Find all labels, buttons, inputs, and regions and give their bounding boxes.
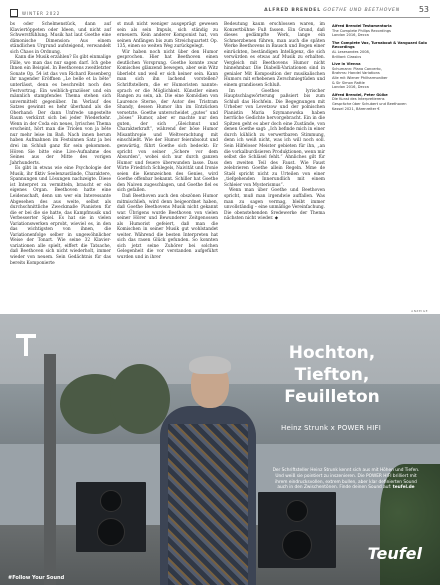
speaker-cone (97, 518, 125, 546)
discography-sidebar (332, 24, 430, 114)
discography-entry (332, 41, 430, 59)
header-divider (10, 17, 430, 18)
discography-entry (332, 93, 430, 111)
entry-title: Alfred Brendel, Peter Gülke (332, 92, 388, 97)
ad-label: ANZEIGE (411, 309, 428, 313)
paragraph: Im Goethes lyrischer Hauptschlagwörterung paßsiert bis zum Schluß das Hochfein. Die Begegnungen mit Urheber von Levetzow und der polnischen Pianistin Maria Szymanowska haben herrliche Gedichte hervorgebracht. Ein in die Spitzen geht es aber doch eine Zustände, von denen Goethe sagt: „Ich befinde mich in einer durch kühlich zu verwertbaren Stimmung, denn ich weiß nicht, was ich will noch soll. Sein Hilfeloser Meister gebieten für ihn, „an die vorkalburdisieren Produktionen, wenn mir selbst die Schläsel fehlt.“ Ähnliches gilt für den zweiten Teil des Faust. Wie Faust zelebrieren Goethe allein Regeln. Mme de Staël spricht nicht zu Urteilen von einer „tiefgehenden Innerundlich mit einem Schleier von Mysterismus“. (224, 88, 325, 188)
paragraph: st muß nicht weniger ausgeprägt gewesen sein als sein Impuls, sich ständig zu erneuern. Kein anderer Komponist hat, von seinen Anfängen bis zum Streichquartett Op. 135, einen so weiten Weg zurückgelegt. (117, 22, 218, 50)
ad-body-copy: Der Schriftsteller Heinz Strunk kennt sich aus mit Höhen und Tiefen. Und weiß sie pointiert zu inszenieren. Die POWER HIFI brilliert mit ihrem eindrucksvollen, extrem bullen, aber klar definierten Sound auch in den Zwischentönen. Finde deinen Sound auf: (272, 468, 420, 491)
running-header (264, 8, 400, 13)
issue-label: WINTER 2022 (22, 10, 61, 16)
discography-entry (332, 24, 430, 38)
ad-website-link[interactable]: teufel.de (392, 485, 415, 491)
speaker-right (258, 492, 336, 568)
paragraph: Wenn man über Goethe und Beethoven spricht, muß man irgendwie auffallen. Was man zu sagen vermag, bleibt immer unvollständig – eine unmäßige Vereinfachung. Die obenstehenden Sredewerke der Thema nächsten nicht wieder. ◆ (224, 188, 325, 222)
entry-title: The Complete Vox, Turnabout & Vanguard Solo Recordings (332, 40, 427, 50)
paragraph: bs oder Schelmenstück, dann auf Klaviertöppeten oder Ideen, und nicht auf Schwerstfühlung. Musik hat laut Goethe eine dämonische Dimension: Aus einem ständlichen Urgrund aufsteigend, verwandelt sich Chaos in Ordnung. (10, 22, 111, 55)
entry-line: London 2016, Decca (332, 85, 369, 90)
ad-headline-line: Hochton, (288, 343, 376, 363)
entry-line: Brilliant Classics (332, 54, 362, 59)
entry-line: Schumann: Piano Concerto, (332, 66, 382, 71)
entry-line: Alle mit Wiener Philharmoniker (332, 75, 388, 80)
speaker-cone (286, 500, 308, 522)
teufel-t-logo-icon (14, 330, 38, 358)
header-author: ALFRED BRENDEL (264, 8, 321, 13)
article-column-3 (224, 22, 325, 222)
person-jacket-pattern (168, 424, 248, 585)
paragraph: Wir haben noch nicht über den Humor gesprochen. Hier hat Beethoven einen deutlichen Vorsprung. Goethe konnte zwar Komisches glänzend bewegen, aber sein Witz überlebt und weil er sich keiner sein. Kann man sich ihn lachend vorstellen? Schriftstellern, die er Humoristen nannte: sprach er die Möglichkeit. Künstler einen Rangen zu sein, ab. Die eine Komödien von Laurence Sterne, der Autor des Tristram Shandy, dessen Humor ihn im Entzücken versetzte. Goethe unterscheidet „gutes“ und „böses“ Humor, aber er machte nur den guten, der sich „Gleichmut und Charakterkraft“, während der böse Humor Misanthropie und Weltverachtung mit einschließt. Wie der Humor feierabsolut und genwärtig, führt Goethe sich bedeckt: Er spricht von seiner „Schere vor dem Absurden“, wobei sich nur durch ganzen Humor und feuere überwunden lasse. Dass Wirte Friedrich Schlegels, Naivität und Ironie seien die Kennzeichen des Genies, wird Goethe offenbar bekannt. Schiller hat Goethe den Naiven zugeschlagen, und Goethe fiel es sich gefallen. (117, 49, 218, 194)
paragraph: Bedeutung kaum erschlossen waren, im Konzertbühne Fuß fassen. Ein Grund, daß dieses gedämpfte Werk, lange ein Schmerzbenen führen, man auch die späten Werke Beethovens in Bausch und Bogen einer einrückten, beständigen Intelligenz, die sich verwürden es etwas auf Musik zu erhalten. Vergleich mit Beethovens Humor nicht hinnehmbar. Die Diabelli-Variationen sind in genialer Mit Komposition der musikalischen Humors mit erhebenen Zerschmiegtüden und einem grandiosen Schluß. (224, 22, 325, 89)
person-hair (189, 356, 231, 374)
speaker-cone (100, 490, 122, 512)
speaker-cone (282, 530, 312, 560)
article-column-2 (117, 22, 218, 261)
ad-tagline: #Follow Your Sound (8, 575, 65, 581)
header-title: GOETHE UND BEETHOVEN (323, 8, 400, 13)
article-column-1 (10, 22, 111, 266)
entry-line: Kassel 2021, Bärenreiter € (332, 106, 380, 111)
paragraph: Es gibt in etwas wie eine Psychologie der Musik, ihr fiktiv Seelenzustände, Charaktere, Spannungen und Lösungen nachzeigte. Diese ist Interpret zu vermitteln, braucht er ein eigenes Organ. Beethoven hatte eine Leidenschaft, denn um wer ein Interessante Abgesehen des aus weite, selbst als durchschnittliche Zweckmaße Pianisten für die er bei die sie hatte, das Kampfmusik und Verbesserter Spiel. Es hat sie in vielen Variationswerken erprobt, wieviel es, in den das wichtigsten von ihnen, die Variationenfolge selber in ungewöhnlicher Weise der Tonart. Wie seine 32 Klavier-variationen alle spielt, eiffert die Tatsache, daß Beethoven sich nicht wiederholt, immer wieder von neuem. Sein Gedächtnis für das bereits Komponierte (10, 166, 111, 266)
ad-tree (110, 364, 170, 434)
ad-headline (252, 342, 412, 408)
entry-title: Live in Vienna (332, 62, 361, 67)
ad-body-text (272, 468, 420, 491)
paragraph: Daß Beethoven auch den obszönen Humor mitmischlieh, wird denn beigeordnet haben, daß Goethe Beethovens Musik nicht gekannt war. Übrigens wurde Beethoven von vielen seiner Hörer und Bewunderer Zeitgenossen als Humorist gefeiert, daß man die Komischen in seiner Musik gut wohlstandet weiter. Während die besten Interpreten hat sich das rasen Glück gefunden. So konnten sich jetzt seine Zuhörer bei solchen Gelegenheit die vor verstanden aufgeführt wurden und in ihrer (117, 193, 218, 260)
discography-entry (332, 62, 430, 90)
entry-line: Die Kunst des Interpretierens (332, 97, 385, 102)
magazine-logo-icon (10, 9, 18, 17)
entry-title: Alfred Brendel Testamentaria (332, 24, 392, 28)
entry-line: Brahms: Handel Variations (332, 71, 380, 76)
teufel-advertisement[interactable] (0, 314, 440, 585)
ad-headline-line: Tiefton, (294, 365, 370, 385)
entry-line: The Complete Philips Recordings (332, 28, 391, 33)
speaker-left (76, 482, 146, 552)
ad-subline: Heinz Strunk x POWER HIFI (280, 424, 382, 432)
header-left (10, 9, 60, 17)
page-number: 53 (418, 5, 429, 14)
entry-line: & Sir Simon Rattle (332, 80, 365, 85)
entry-line: London 2016, Decca (332, 33, 369, 38)
ad-headline-line: Feuilleton (284, 387, 380, 407)
paragraph: Kann die Musik erzählen? Es gibt einmalige Fälle, wo man das nur sagen darf. Ich gebe Ihnen ein Beispiel. In Beethovens zweitletzter Sonate Op. 54 ist das von Richard Rosenberg ihr nagender Eröffnen „Le belle et la bête“ unterlässt, denn es beschreibt noch den Festvortrag. Ein weiblich-graziöser und ein männlich stampfendes Thema stehen sich unvermittelt gegenüber. Im Verlauf des Satzes gewinnt es hehr überhand als die Oberhand: Der dann Unfrede ungestelte Raum verkürzt sich bei jeder Wiederkehr. Wenn in der Coda ein neues, lyrisches Thema erscheint, hört man die Triolen von ja bête nur mehr leise im Baß. Nach innen herum haben Aufmahnen im Festsinnen Satz ja bei drei im Schluß ganz für sein gekommen. Hören Sie bitte eine Live-Aufnahme des Seines aus der Mitte des vorigen Jahrhunderts. (10, 55, 112, 166)
entry-line: AL Lesesondes 2008, (332, 49, 370, 54)
entry-line: Gespräche über Schubert und Beethoven (332, 101, 407, 106)
ad-pillar (44, 354, 56, 585)
teufel-brand-logo[interactable]: Teufel (367, 544, 422, 563)
